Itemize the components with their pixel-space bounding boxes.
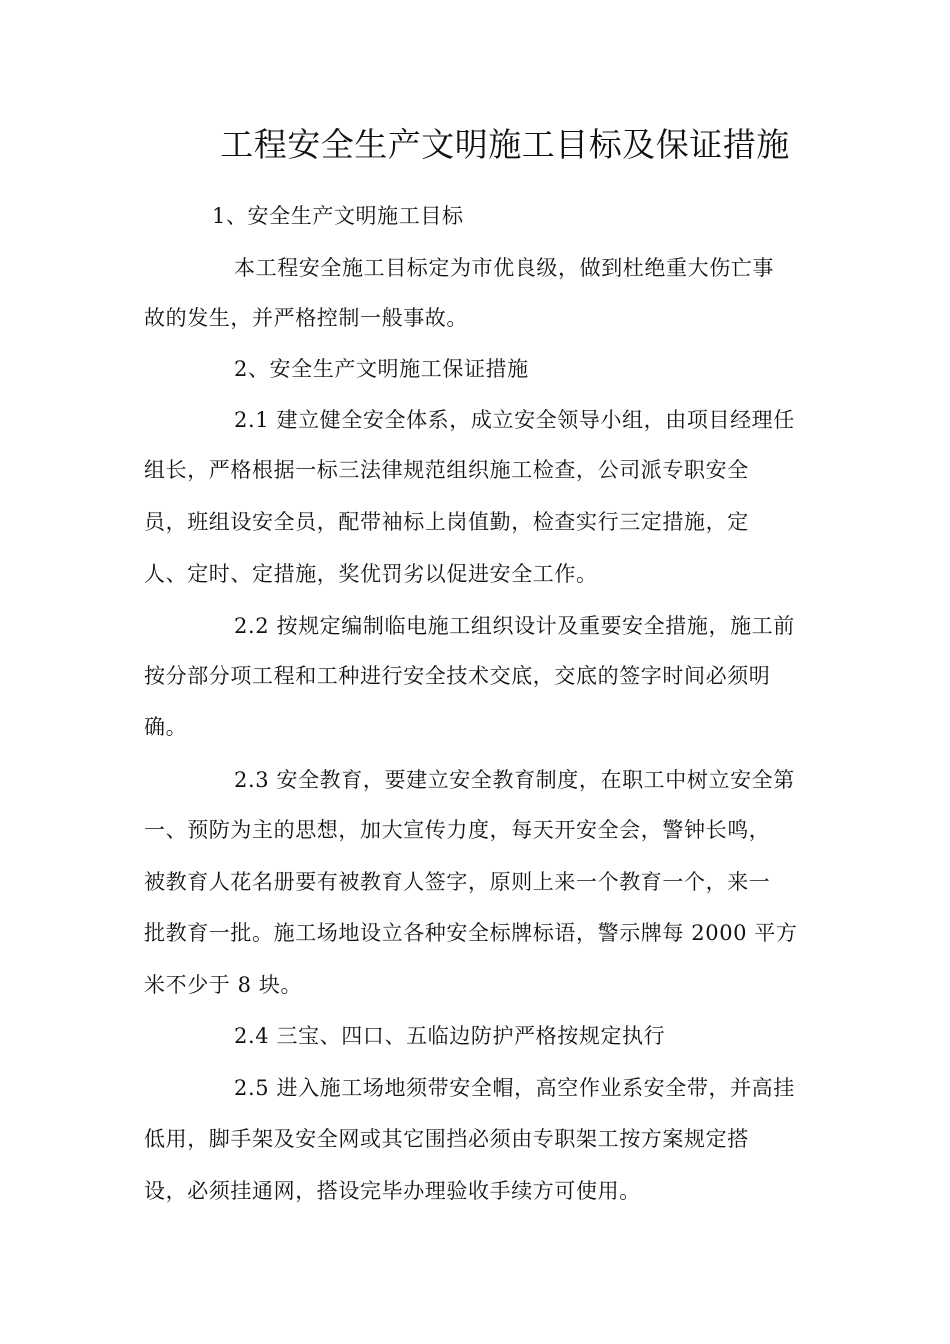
paragraph-line: 确。 xyxy=(144,715,188,739)
paragraph-line: 低用，脚手架及安全网或其它围挡必须由专职架工按方案规定搭 xyxy=(144,1127,749,1151)
paragraph-line: 员，班组设安全员，配带袖标上岗值勤，检查实行三定措施，定 xyxy=(144,510,749,534)
heading-1: 1、安全生产文明施工目标 xyxy=(212,204,464,228)
paragraph-line: 2.1 建立健全安全体系，成立安全领导小组，由项目经理任 xyxy=(234,408,795,432)
paragraph-line: 按分部分项工程和工种进行安全技术交底，交底的签字时间必须明 xyxy=(144,664,771,688)
paragraph-line: 批教育一批。施工场地设立各种安全标牌标语，警示牌每 2000 平方 xyxy=(144,921,798,945)
paragraph-line: 米不少于 8 块。 xyxy=(144,973,303,997)
document-title: 工程安全生产文明施工目标及保证措施 xyxy=(220,125,790,164)
paragraph-line: 设，必须挂通网，搭设完毕办理验收手续方可使用。 xyxy=(144,1179,641,1203)
paragraph-line: 人、定时、定措施，奖优罚劣以促进安全工作。 xyxy=(144,562,598,586)
paragraph-line: 2.3 安全教育，要建立安全教育制度，在职工中树立安全第 xyxy=(234,768,795,792)
heading-2: 2、安全生产文明施工保证措施 xyxy=(234,357,529,381)
paragraph-line: 2.4 三宝、四口、五临边防护严格按规定执行 xyxy=(234,1024,666,1048)
paragraph-line: 2.2 按规定编制临电施工组织设计及重要安全措施，施工前 xyxy=(234,614,795,638)
paragraph-line: 被教育人花名册要有被教育人签字，原则上来一个教育一个，来一 xyxy=(144,870,771,894)
paragraph-line: 组长，严格根据一标三法律规范组织施工检查，公司派专职安全 xyxy=(144,458,749,482)
paragraph-line: 本工程安全施工目标定为市优良级，做到杜绝重大伤亡事 xyxy=(234,256,774,280)
paragraph-line: 一、预防为主的思想，加大宣传力度，每天开安全会，警钟长鸣， xyxy=(144,818,771,842)
paragraph-line: 故的发生，并严格控制一般事故。 xyxy=(144,306,468,330)
paragraph-line: 2.5 进入施工场地须带安全帽，高空作业系安全带，并高挂 xyxy=(234,1076,795,1100)
